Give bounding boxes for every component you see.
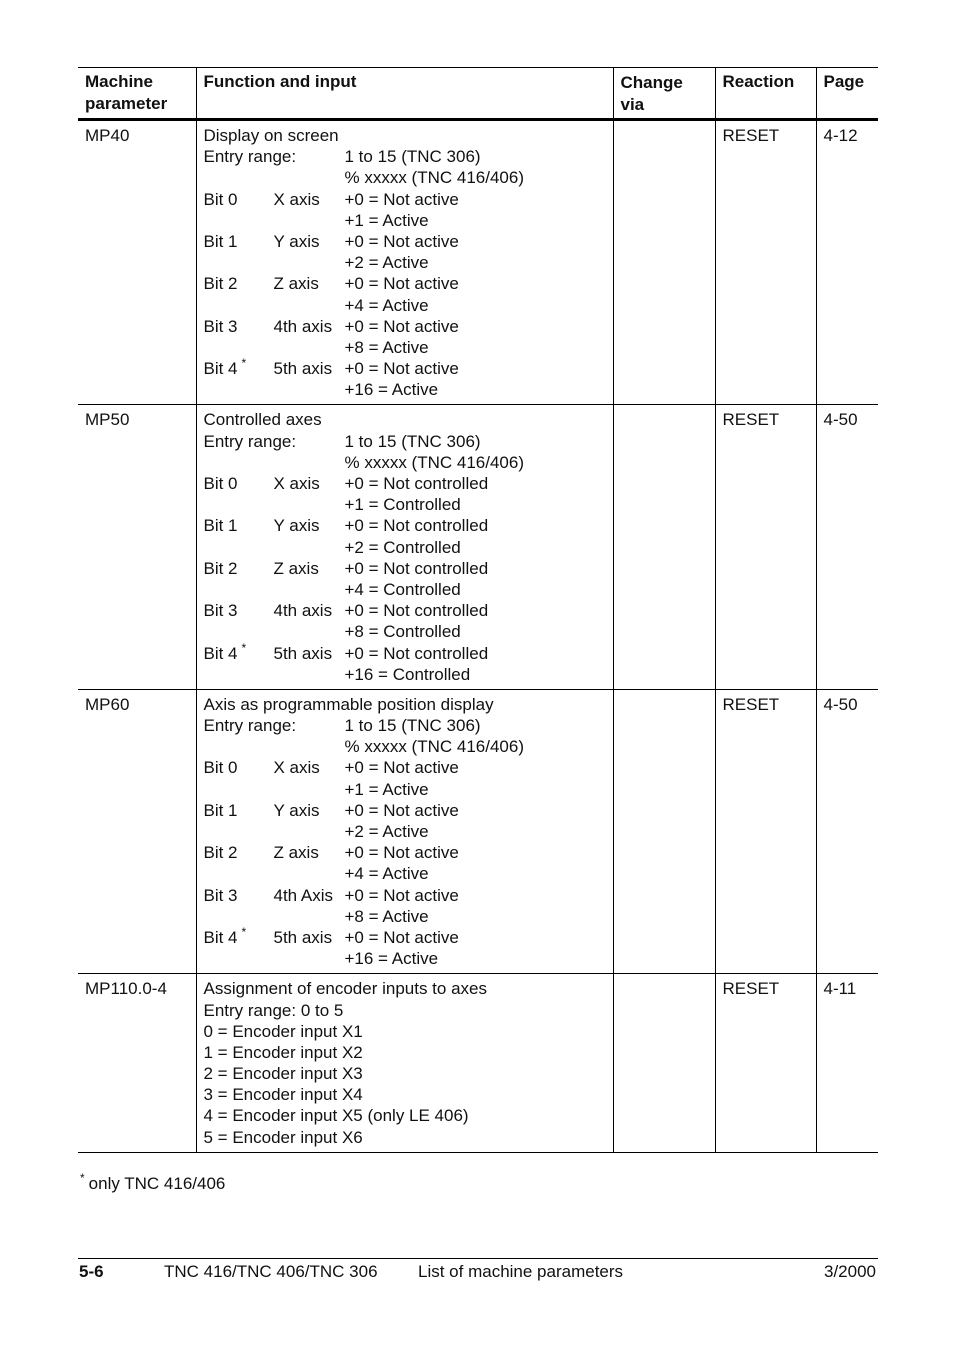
function-cell	[196, 689, 613, 973]
function-text-c: +16 = Active	[344, 380, 439, 400]
function-line	[204, 885, 606, 906]
function-text-a: Bit 2	[203, 558, 238, 578]
function-text-b: Z axis	[273, 274, 319, 294]
function-text-a: Entry range:	[203, 716, 297, 736]
function-line	[204, 409, 606, 430]
function-text-a: Bit 0	[203, 474, 238, 493]
function-line	[204, 600, 606, 621]
function-text-a: Bit 3	[203, 885, 238, 905]
footnote	[80, 1171, 226, 1194]
function-text-b: 5th axis	[273, 927, 333, 947]
function-line	[204, 1021, 606, 1042]
function-line	[204, 1127, 606, 1148]
function-text-c: +4 = Active	[344, 864, 429, 884]
function-line	[204, 1000, 606, 1021]
function-text-b: Y axis	[273, 516, 320, 536]
function-text-b: X axis	[273, 189, 320, 209]
function-text-c: +0 = Not active	[344, 316, 459, 336]
header-change-via: Change via	[613, 68, 715, 120]
function-line	[203, 924, 606, 948]
function-text-a: Bit 3	[203, 316, 238, 336]
function-line	[204, 558, 606, 579]
function-text-b: 5th axis	[273, 359, 333, 379]
function-line	[204, 621, 606, 642]
page-cell: 4-11	[816, 974, 878, 1153]
function-text-a: Entry range:	[203, 431, 297, 451]
table-header-row	[78, 68, 878, 120]
function-line	[204, 537, 606, 558]
reaction-cell: RESET	[715, 689, 816, 973]
function-line	[204, 494, 606, 515]
footnote-text: only TNC 416/406	[88, 1174, 226, 1193]
function-line	[204, 231, 606, 252]
table-row	[78, 974, 878, 1153]
function-line	[204, 1084, 606, 1105]
function-text-c: +0 = Not active	[344, 843, 459, 863]
function-line	[204, 842, 606, 863]
function-text-c: +2 = Controlled	[344, 537, 461, 557]
function-text-a: Bit 0	[203, 758, 238, 778]
footer-page-number: 5-6	[79, 1262, 104, 1281]
function-text-c: 1 to 15 (TNC 306)	[344, 716, 481, 736]
change-via-cell	[613, 974, 715, 1153]
bit-label: Bit 4	[203, 359, 238, 379]
function-text-a: 1 = Encoder input X2	[203, 1042, 363, 1062]
function-text-c: +0 = Not controlled	[344, 516, 489, 536]
param-cell: MP50	[78, 405, 196, 689]
param-cell: MP110.0-4	[78, 974, 196, 1153]
function-text-b: Y axis	[273, 800, 320, 820]
header-function-input: Function and input	[196, 68, 613, 120]
function-text-a: Bit 3	[203, 601, 238, 621]
function-text-b: Z axis	[273, 843, 319, 863]
function-text-c: 1 to 15 (TNC 306)	[344, 147, 481, 167]
function-text-a	[203, 640, 247, 666]
function-line	[204, 273, 606, 294]
function-text-a: Bit 1	[203, 800, 238, 820]
function-text-a: Display on screen	[203, 126, 339, 145]
function-line	[204, 579, 606, 600]
footnote-star: *	[241, 356, 247, 371]
function-text-b: X axis	[273, 474, 320, 493]
function-line	[204, 452, 606, 473]
function-text-a: 2 = Encoder input X3	[203, 1064, 363, 1084]
function-text-c: +0 = Not active	[344, 189, 459, 209]
function-text-c: 1 to 15 (TNC 306)	[344, 431, 481, 451]
function-line	[204, 1063, 606, 1084]
function-text-b: X axis	[273, 758, 320, 778]
function-text-a: 3 = Encoder input X4	[203, 1085, 363, 1105]
function-line	[204, 125, 606, 146]
function-line	[204, 295, 606, 316]
function-line	[204, 146, 606, 167]
function-text-a: Bit 2	[203, 274, 238, 294]
reaction-cell: RESET	[715, 405, 816, 689]
function-line	[204, 736, 606, 757]
function-text-b: Y axis	[273, 231, 320, 251]
function-line	[204, 863, 606, 884]
function-text-c: % xxxxx (TNC 416/406)	[344, 737, 524, 757]
change-via-cell	[613, 120, 715, 405]
function-text-b: 4th Axis	[273, 885, 334, 905]
function-line	[204, 210, 606, 231]
function-text-c: +2 = Active	[344, 253, 429, 273]
function-line	[204, 515, 606, 536]
function-text-c: % xxxxx (TNC 416/406)	[344, 452, 524, 472]
function-text-c: +4 = Active	[344, 295, 429, 315]
function-text-a	[203, 924, 247, 950]
footer-section-title: List of machine parameters	[418, 1262, 624, 1281]
function-line	[204, 379, 606, 400]
function-text-b: 4th axis	[273, 601, 333, 621]
bit-label: Bit 4	[203, 643, 238, 663]
param-cell: MP60	[78, 689, 196, 973]
function-text-b: Z axis	[273, 558, 319, 578]
function-text-a: 4 = Encoder input X5 (only LE 406)	[203, 1106, 469, 1126]
function-line	[203, 640, 606, 664]
function-line	[204, 252, 606, 273]
function-text-a: Entry range: 0 to 5	[203, 1000, 344, 1020]
function-text-c: +2 = Active	[344, 822, 429, 841]
footnote-star: *	[241, 640, 247, 655]
function-line	[204, 1105, 606, 1126]
footnote-star: *	[241, 924, 247, 939]
reaction-cell: RESET	[715, 120, 816, 405]
function-line	[204, 431, 606, 452]
function-text-a: Bit 2	[203, 843, 238, 863]
function-text-c: +4 = Controlled	[344, 579, 461, 599]
function-text-c: +8 = Active	[344, 337, 429, 357]
table-body	[78, 120, 878, 1153]
table-row	[78, 405, 878, 689]
function-cell	[196, 120, 613, 405]
bit-label: Bit 4	[203, 927, 238, 947]
function-text-a: 0 = Encoder input X1	[203, 1021, 363, 1041]
function-line	[204, 189, 606, 210]
function-line	[204, 167, 606, 188]
page-cell: 4-50	[816, 405, 878, 689]
footnote-mark: *	[80, 1171, 85, 1185]
function-cell	[196, 405, 613, 689]
function-text-a: Axis as programmable position display	[203, 694, 494, 714]
function-text-a: 5 = Encoder input X6	[203, 1127, 363, 1147]
change-via-cell	[613, 405, 715, 689]
function-text-c: +0 = Not active	[344, 800, 459, 820]
function-text-a	[204, 358, 247, 381]
function-line	[204, 473, 606, 494]
reaction-cell: RESET	[715, 974, 816, 1153]
machine-parameter-table	[78, 67, 878, 1153]
function-text-c: +8 = Active	[344, 906, 429, 926]
function-line	[204, 906, 606, 927]
function-line	[204, 316, 606, 337]
function-line	[204, 978, 606, 999]
function-cell	[196, 974, 613, 1153]
function-text-a: Controlled axes	[203, 410, 322, 430]
footer-date: 3/2000	[824, 1262, 876, 1281]
function-text-a: Bit 1	[203, 231, 238, 251]
function-text-c: +0 = Not controlled	[344, 474, 489, 493]
page-cell: 4-12	[816, 120, 878, 405]
header-reaction: Reaction	[715, 68, 816, 120]
function-text-c: +8 = Controlled	[344, 622, 461, 642]
footer-rule	[78, 1258, 878, 1259]
function-line	[204, 358, 606, 379]
function-text-c: +16 = Active	[344, 949, 439, 969]
function-line	[204, 948, 606, 969]
function-text-c: +0 = Not active	[344, 758, 459, 778]
function-text-c: +0 = Not active	[344, 274, 459, 294]
function-line	[204, 337, 606, 358]
function-text-a: Assignment of encoder inputs to axes	[203, 979, 487, 999]
function-line	[204, 800, 606, 821]
function-text-c: +1 = Active	[344, 779, 429, 799]
function-text-c: % xxxxx (TNC 416/406)	[344, 168, 524, 188]
function-text-c: +0 = Not active	[344, 927, 459, 947]
function-text-c: +0 = Not controlled	[344, 601, 489, 621]
table-row	[78, 120, 878, 405]
function-line	[204, 757, 606, 778]
function-text-c: +0 = Not controlled	[344, 558, 489, 578]
function-text-c: +1 = Controlled	[344, 495, 461, 515]
function-line	[204, 1042, 606, 1063]
function-line	[204, 694, 606, 715]
function-text-a: Entry range:	[203, 147, 297, 167]
function-text-c: +0 = Not active	[344, 359, 459, 379]
function-line	[204, 821, 606, 842]
function-text-b: 4th axis	[273, 316, 333, 336]
header-machine-parameter: Machine parameter	[78, 68, 196, 120]
change-via-cell	[613, 689, 715, 973]
function-text-c: +0 = Not active	[344, 885, 459, 905]
function-line	[204, 715, 606, 736]
function-line	[204, 664, 606, 685]
function-text-c: +0 = Not controlled	[344, 643, 489, 663]
header-page: Page	[816, 68, 878, 120]
table-row	[78, 689, 878, 973]
page-cell: 4-50	[816, 689, 878, 973]
function-text-c: +0 = Not active	[344, 231, 459, 251]
param-cell: MP40	[78, 120, 196, 405]
function-text-a: Bit 1	[203, 516, 238, 536]
function-text-c: +1 = Active	[344, 210, 429, 230]
footer-models: TNC 416/TNC 406/TNC 306	[164, 1262, 378, 1281]
function-text-a: Bit 0	[203, 189, 238, 209]
function-text-b: 5th axis	[273, 643, 333, 663]
function-text-c: +16 = Controlled	[344, 664, 471, 684]
function-line	[204, 779, 606, 800]
